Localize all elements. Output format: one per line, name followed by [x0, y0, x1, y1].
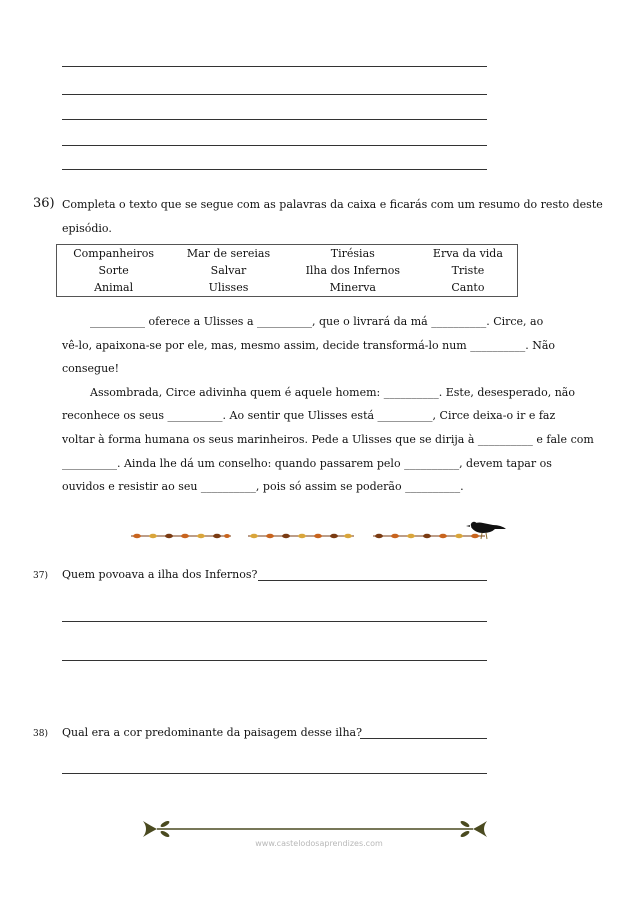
passage-line: __________. Ainda lhe dá um conselho: quando passarem pelo __________, devem tapar os — [62, 456, 552, 470]
word-cell: Tirésias — [330, 247, 375, 260]
instruction-line-1: Completa o texto que se segue com as palavras da caixa e ficarás com um resumo do resto deste — [62, 198, 603, 211]
leaf-garland-icon — [131, 532, 231, 540]
word-cell: Erva da vida — [432, 247, 503, 260]
crow-icon — [465, 517, 507, 541]
passage-line: __________ oferece a Ulisses a __________, que o livrará da má __________. Circe, ao — [90, 315, 544, 328]
word-cell: Canto — [451, 281, 485, 294]
word-cell: Companheiros — [73, 247, 155, 260]
passage-line: vê-lo, apaixona-se por ele, mas, mesmo assim, decide transformá-lo num __________. Não — [62, 338, 556, 352]
answer-line[interactable] — [258, 580, 487, 581]
passage-line: voltar à forma humana os seus marinheiros. Pede a Ulisses que se dirija à __________ e fale com — [62, 432, 594, 446]
answer-line[interactable] — [62, 66, 487, 67]
word-box-row — [57, 245, 518, 263]
olive-branch-icon — [143, 818, 487, 840]
word-box-row — [57, 279, 518, 297]
question-36-number: 36) — [33, 196, 55, 211]
word-cell: Triste — [451, 264, 485, 277]
answer-line[interactable] — [62, 660, 487, 661]
passage-line: Assombrada, Circe adivinha quem é aquele homem: __________. Este, desesperado, não — [90, 385, 575, 399]
question-38-number: 38) — [33, 729, 48, 739]
answer-line[interactable] — [62, 94, 487, 95]
word-cell: Minerva — [329, 281, 376, 294]
word-cell: Salvar — [210, 264, 247, 277]
passage-line: consegue! — [62, 362, 120, 376]
answer-line[interactable] — [62, 145, 487, 146]
passage-line: ouvidos e resistir ao seu __________, pois só assim se poderão __________. — [62, 480, 464, 494]
instruction-line-2: episódio. — [62, 222, 112, 235]
word-box-row — [57, 262, 518, 279]
fill-in-passage — [62, 310, 607, 499]
answer-line[interactable] — [62, 169, 487, 170]
question-37-text: Quem povoava a ilha dos Infernos? — [62, 568, 258, 581]
question-36-instruction — [62, 196, 612, 238]
answer-line[interactable] — [62, 119, 487, 120]
question-37-number: 37) — [33, 571, 48, 581]
word-cell: Animal — [94, 281, 134, 294]
answer-line[interactable] — [62, 621, 487, 622]
answer-line[interactable] — [62, 773, 487, 774]
word-cell: Mar de sereias — [186, 247, 271, 260]
word-cell: Ilha dos Infernos — [305, 264, 400, 277]
word-cell: Ulisses — [208, 281, 249, 294]
question-38-text: Qual era a cor predominante da paisagem desse ilha? — [62, 726, 362, 739]
passage-line: reconhece os seus __________. Ao sentir que Ulisses está __________, Circe deixa-o ir e faz — [62, 409, 556, 423]
word-cell: Sorte — [98, 264, 129, 277]
leaf-garland-icon — [248, 532, 354, 540]
word-box — [56, 244, 518, 297]
answer-line[interactable] — [360, 738, 487, 739]
footer-url: www.castelodosaprendizes.com — [255, 839, 383, 848]
